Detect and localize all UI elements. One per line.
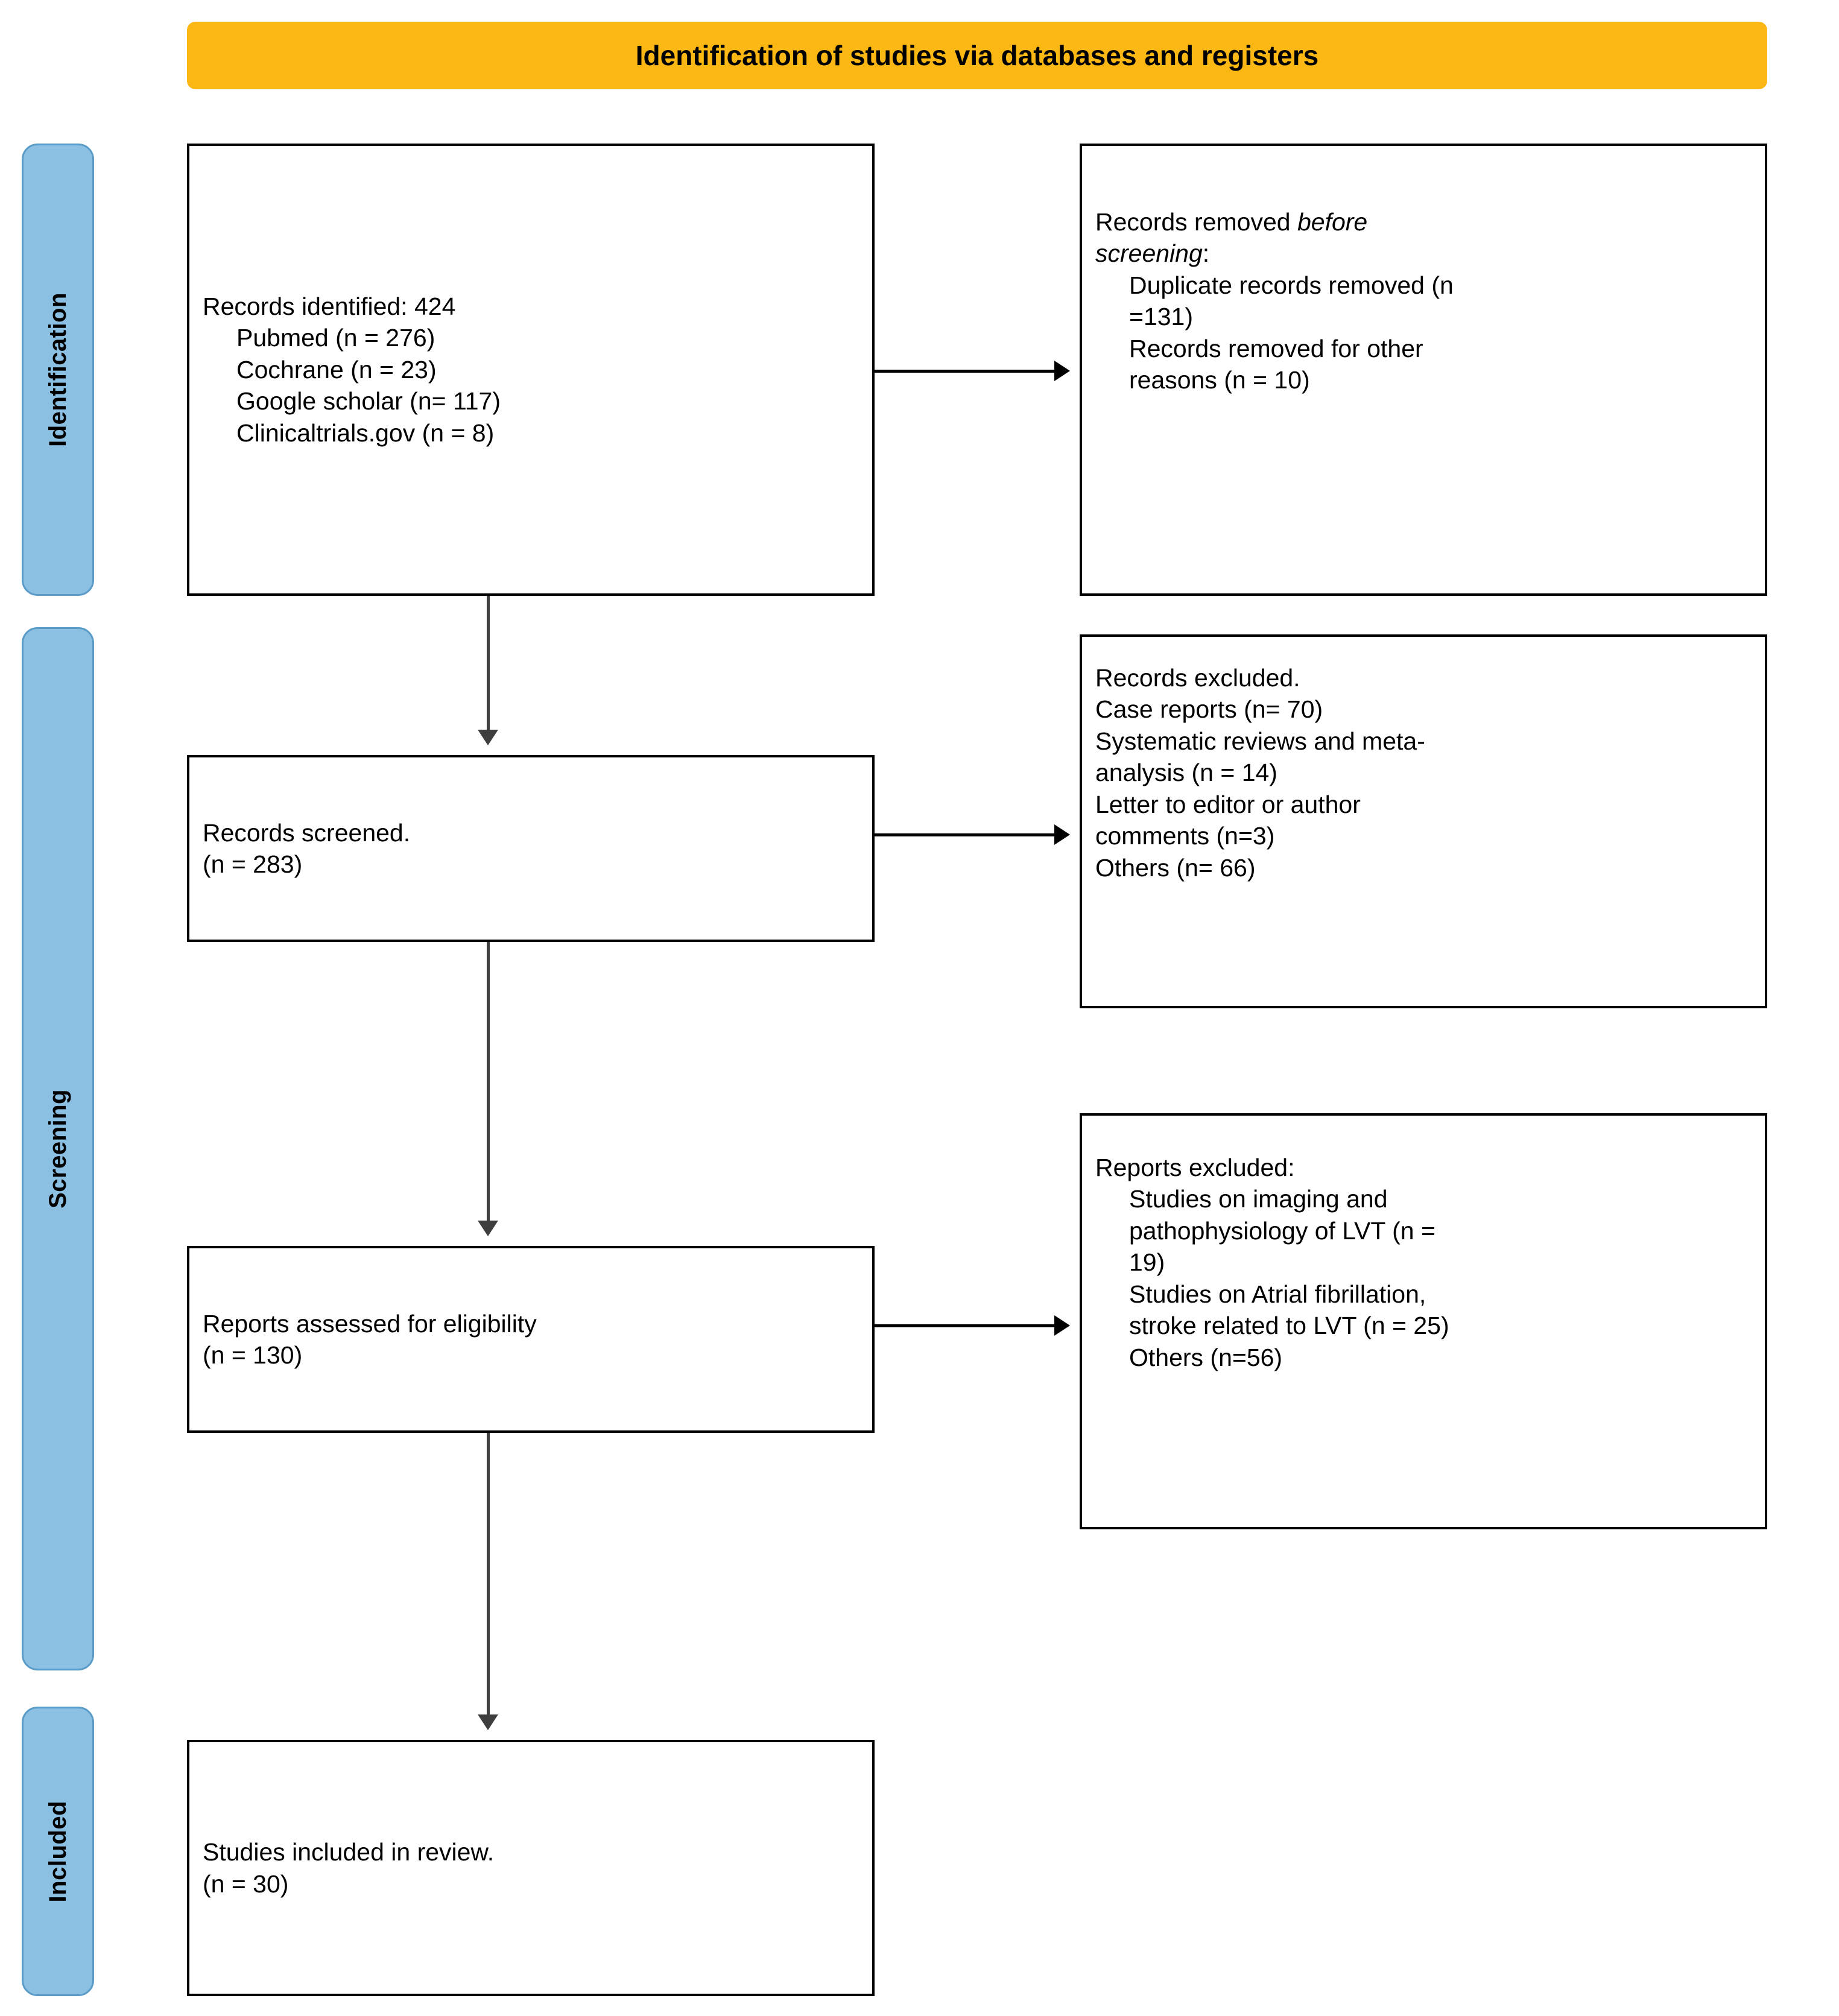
arrow-identified-to-screened-line <box>487 596 490 732</box>
line: analysis (n = 14) <box>1095 759 1277 787</box>
line: Systematic reviews and meta- <box>1095 727 1425 755</box>
line: Reports excluded: <box>1095 1154 1295 1181</box>
box-studies-included-text <box>189 1836 872 1900</box>
line: 19) <box>1129 1248 1165 1277</box>
stage-label-identification: Identification <box>44 292 71 447</box>
stage-bar-screening <box>22 627 94 1670</box>
diagram-title: Identification of studies via databases and registers <box>635 40 1319 71</box>
arrow-screened-to-excluded-line <box>875 833 1056 836</box>
line-part-italic: before <box>1297 208 1368 236</box>
line: =131) <box>1129 303 1194 331</box>
line: Duplicate records removed (n <box>1129 271 1454 299</box>
line: comments (n=3) <box>1095 822 1275 850</box>
line: Others (n= 66) <box>1095 853 1256 882</box>
line: Google scholar (n= 117) <box>236 387 501 416</box>
arrow-screened-to-assessed-head <box>478 1221 498 1236</box>
box-records-excluded <box>1080 634 1767 1008</box>
line: Studies included in review. <box>203 1838 495 1866</box>
line: Records excluded. <box>1095 664 1300 692</box>
box-reports-excluded-text <box>1082 1116 1765 1373</box>
stage-label-screening: Screening <box>44 1089 71 1209</box>
box-studies-included <box>187 1740 875 1996</box>
box-reports-assessed <box>187 1246 875 1433</box>
stage-bar-included <box>22 1707 94 1996</box>
line: Records removed for other <box>1129 334 1423 362</box>
box-records-excluded-text <box>1082 637 1765 883</box>
box-records-identified-text <box>189 291 872 449</box>
box-records-identified <box>187 144 875 596</box>
line: Pubmed (n = 276) <box>236 324 435 352</box>
line-part-italic: screening <box>1095 239 1203 268</box>
stage-label-included: Included <box>44 1800 71 1903</box>
line: Studies on imaging and <box>1129 1185 1388 1213</box>
line-part: : <box>1202 239 1210 268</box>
box-reports-excluded <box>1080 1113 1767 1529</box>
line: Reports assessed for eligibility <box>203 1309 537 1338</box>
line: (n = 130) <box>203 1341 303 1369</box>
line: Case reports (n= 70) <box>1095 695 1323 724</box>
arrow-screened-to-assessed-line <box>487 942 490 1222</box>
line: Clinicaltrials.gov (n = 8) <box>236 419 495 447</box>
arrow-screened-to-excluded-head <box>1054 824 1070 845</box>
box-records-removed-text <box>1082 146 1765 396</box>
arrow-identified-to-removed-head <box>1054 361 1070 381</box>
arrow-assessed-to-included-line <box>487 1433 490 1716</box>
line: Studies on Atrial fibrillation, <box>1129 1280 1426 1308</box>
line: (n = 283) <box>203 850 303 878</box>
line: (n = 30) <box>203 1869 289 1898</box>
arrow-assessed-to-excluded-head <box>1054 1315 1070 1336</box>
line: pathophysiology of LVT (n = <box>1129 1216 1435 1245</box>
line: reasons (n = 10) <box>1129 366 1310 394</box>
line: Letter to editor or author <box>1095 790 1361 818</box>
line-part: Records removed <box>1095 208 1297 236</box>
diagram-title-banner <box>187 22 1767 89</box>
line: Records identified: 424 <box>203 292 456 320</box>
line: stroke related to LVT (n = 25) <box>1129 1312 1449 1340</box>
box-records-screened <box>187 755 875 942</box>
box-reports-assessed-text <box>189 1308 872 1371</box>
arrow-identified-to-screened-head <box>478 730 498 745</box>
line: Cochrane (n = 23) <box>236 355 437 384</box>
arrow-assessed-to-included-head <box>478 1714 498 1730</box>
line <box>1095 238 1752 269</box>
stage-bar-identification <box>22 144 94 596</box>
arrow-identified-to-removed-line <box>875 370 1056 373</box>
box-records-screened-text <box>189 817 872 880</box>
arrow-assessed-to-excluded-line <box>875 1324 1056 1327</box>
box-records-removed-before-screening <box>1080 144 1767 596</box>
line: Records screened. <box>203 818 411 847</box>
line <box>1095 206 1752 238</box>
line: Others (n=56) <box>1129 1343 1283 1371</box>
